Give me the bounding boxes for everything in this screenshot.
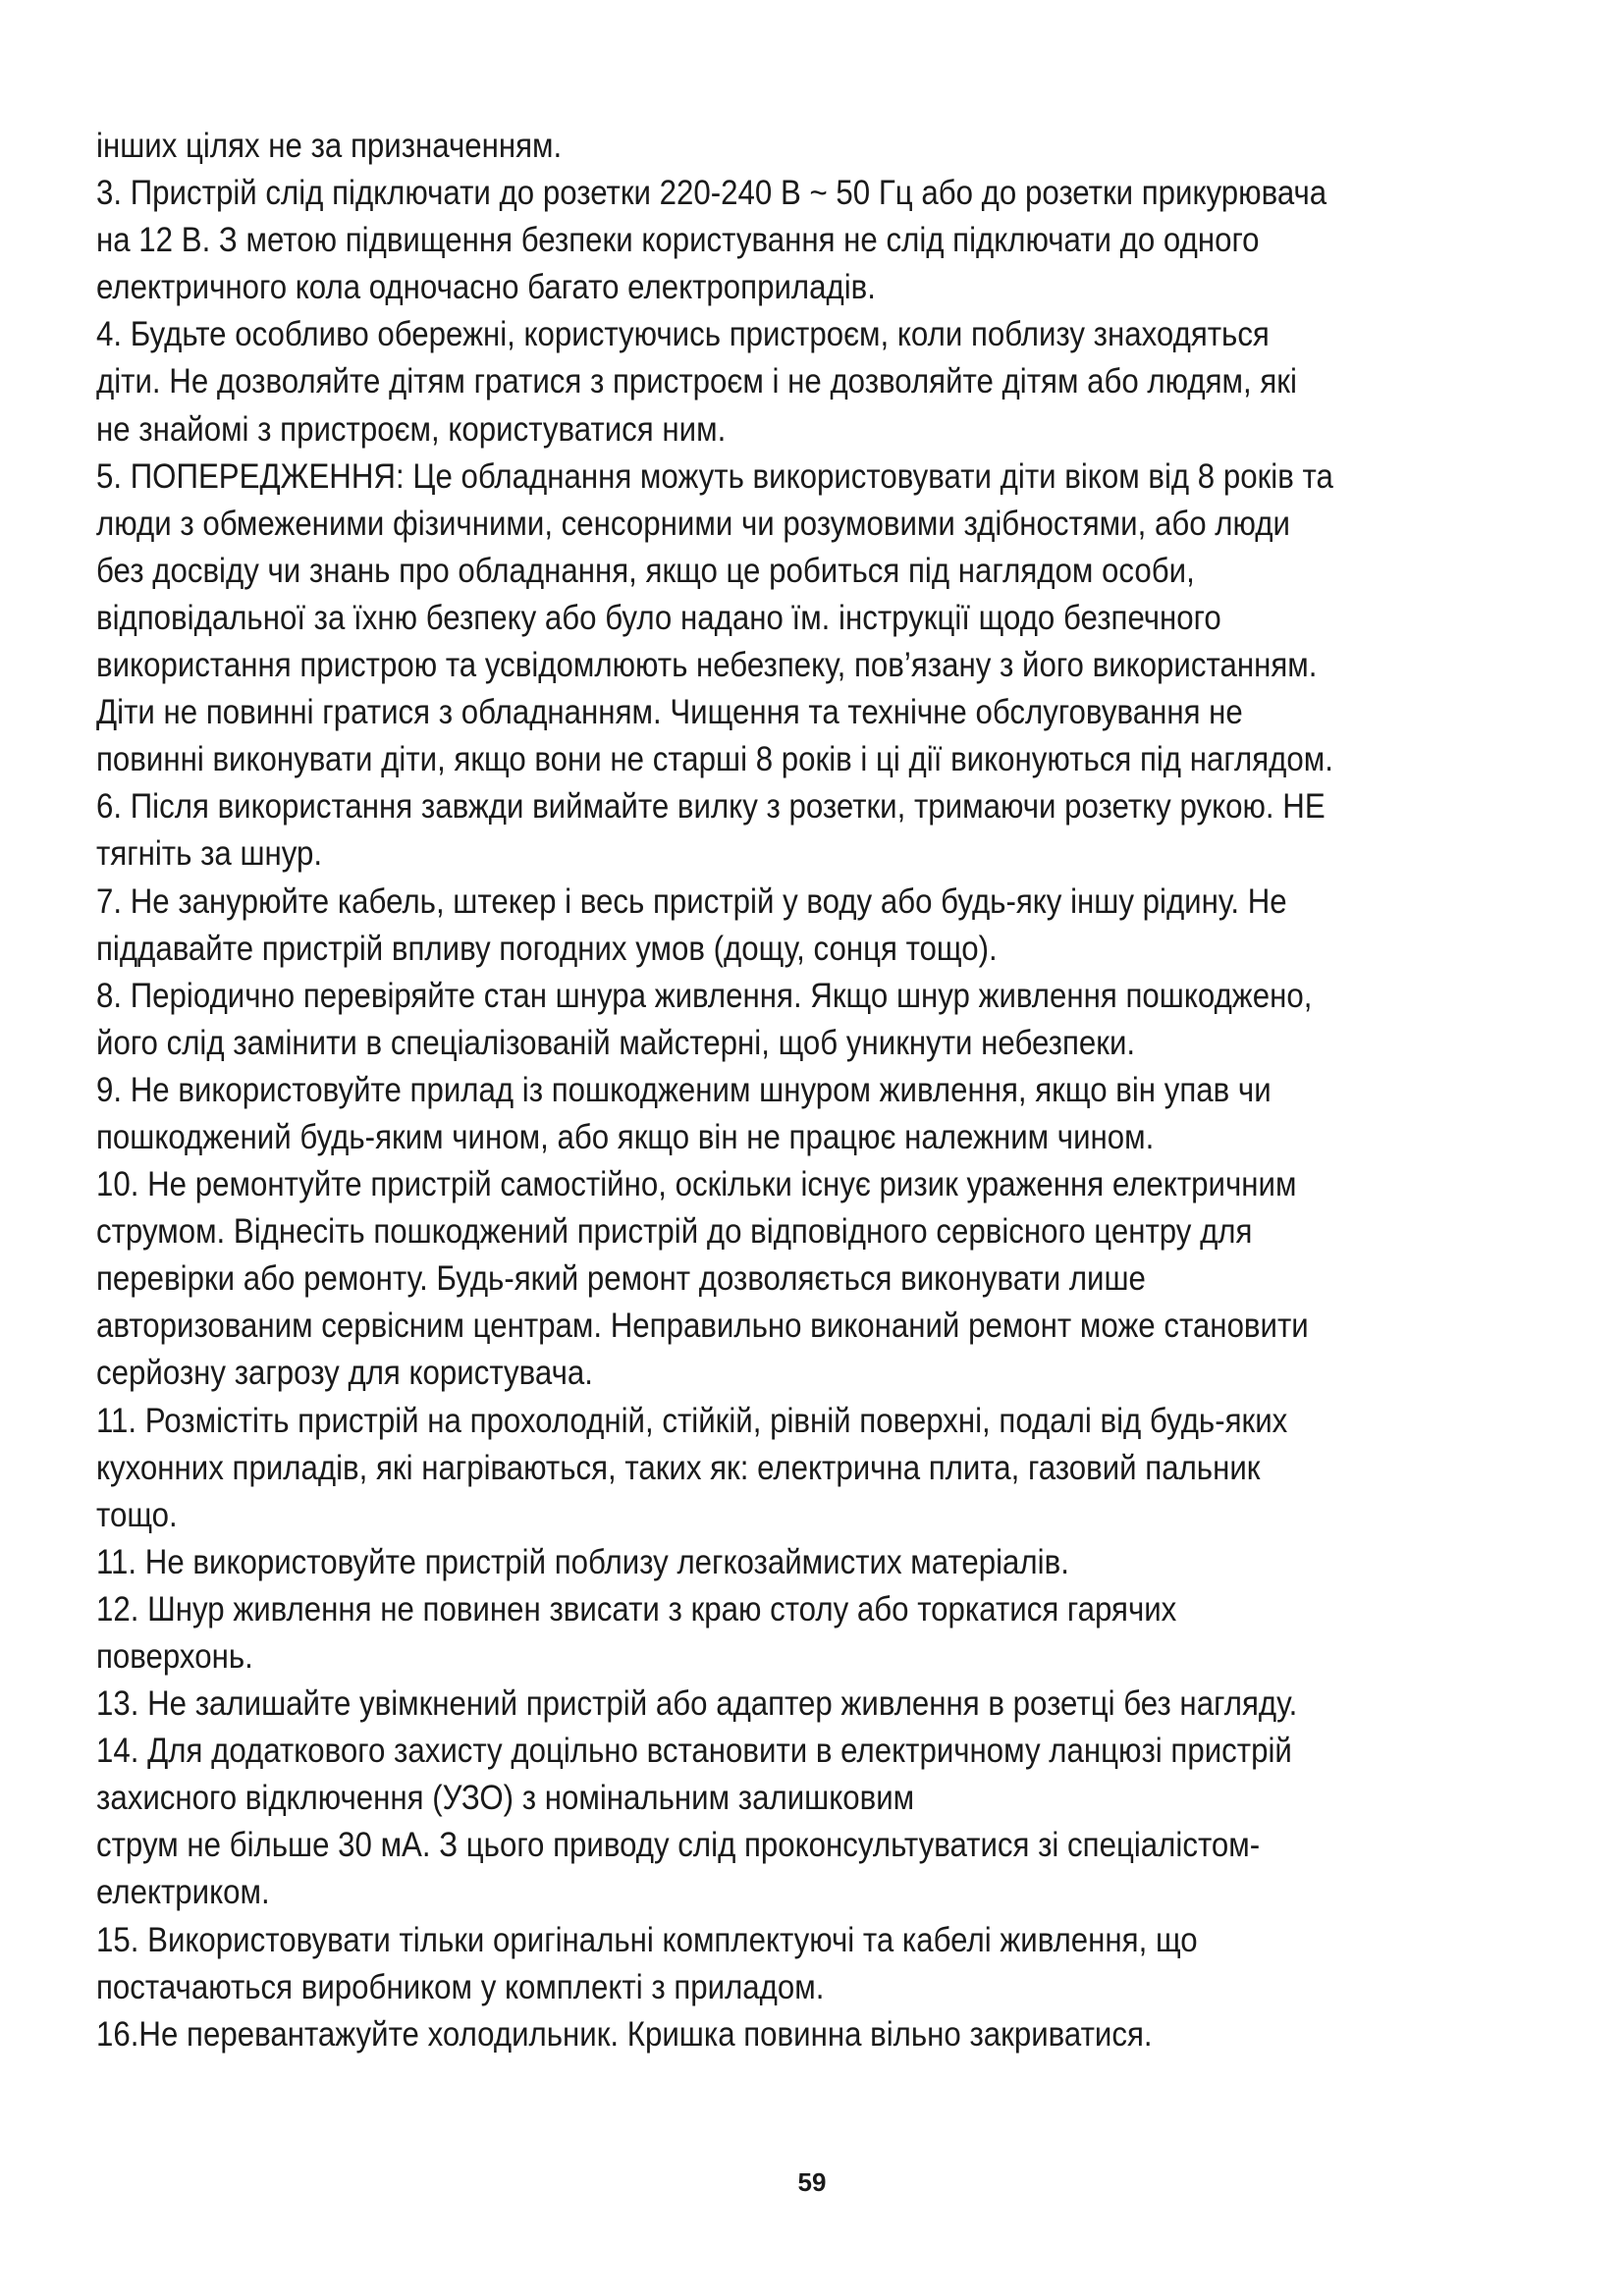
- text-line: без досвіду чи знань про обладнання, якщо це робиться під наглядом особи,: [96, 550, 1195, 590]
- text-line: використання пристрою та усвідомлюють небезпеку, пов’язану з його використанням.: [96, 645, 1318, 685]
- text-line: 7. Не занурюйте кабель, штекер і весь пристрій у воду або будь-яку іншу рідину. Не: [96, 881, 1287, 921]
- text-line: 9. Не використовуйте прилад із пошкодженим шнуром живлення, якщо він упав чи: [96, 1069, 1272, 1109]
- text-line: пошкоджений будь-яким чином, або якщо він не працює належним чином.: [96, 1116, 1155, 1156]
- text-line: струмом. Віднесіть пошкоджений пристрій до відповідного сервісного центру для: [96, 1211, 1253, 1252]
- text-line: захисного відключення (УЗО) з номінальним залишковим: [96, 1778, 915, 1818]
- text-line: піддавайте пристрій впливу погодних умов (дощу, сонця тощо).: [96, 928, 998, 968]
- text-line: 14. Для додаткового захисту доцільно встановити в електричному ланцюзі пристрій: [96, 1731, 1292, 1771]
- text-line: 11. Розмістіть пристрій на прохолодній, стійкій, рівній поверхні, подалі від будь-яких: [96, 1400, 1288, 1440]
- text-line: 10. Не ремонтуйте пристрій самостійно, оскільки існує ризик ураження електричним: [96, 1164, 1297, 1204]
- text-line: 4. Будьте особливо обережні, користуючись пристроєм, коли поблизу знаходяться: [96, 314, 1270, 354]
- text-line: перевірки або ремонту. Будь-який ремонт дозволяється виконувати лише: [96, 1258, 1146, 1299]
- page-number: 59: [797, 2167, 827, 2197]
- text-line: тощо.: [96, 1494, 178, 1534]
- paragraph: [96, 1727, 1549, 1915]
- document-body: [96, 122, 1549, 2057]
- paragraph: [96, 453, 1549, 783]
- text-line: відповідальної за їхню безпеку або було надано їм. інструкції щодо безпечного: [96, 597, 1221, 637]
- text-line: діти. Не дозволяйте дітям гратися з пристроєм і не дозволяйте дітям або людям, які: [96, 361, 1297, 401]
- text-line: Діти не повинні гратися з обладнанням. Чищення та технічне обслуговування не: [96, 692, 1243, 732]
- text-line: 11. Не використовуйте пристрій поблизу легкозаймистих матеріалів.: [96, 1541, 1069, 1581]
- text-line: 15. Використовувати тільки оригінальні комплектуючі та кабелі живлення, що: [96, 1919, 1198, 1959]
- text-line: повинні виконувати діти, якщо вони не старші 8 років і ці дії виконуються під наглядом.: [96, 739, 1333, 779]
- paragraph: [96, 878, 1549, 972]
- text-line: серйозну загрозу для користувача.: [96, 1353, 593, 1393]
- paragraph: [96, 782, 1549, 877]
- text-line: струм не більше 30 мА. З цього приводу слід проконсультуватися зі спеціалістом-: [96, 1825, 1261, 1865]
- text-line: постачаються виробником у комплекті з приладом.: [96, 1966, 825, 2006]
- text-line: авторизованим сервісним центрам. Неправильно виконаний ремонт може становити: [96, 1306, 1309, 1346]
- paragraph: [96, 972, 1549, 1066]
- text-line: на 12 В. З метою підвищення безпеки користування не слід підключати до одного: [96, 220, 1260, 260]
- paragraph: [96, 1066, 1549, 1160]
- text-line: тягніть за шнур.: [96, 833, 323, 874]
- paragraph: [96, 2010, 1549, 2057]
- text-line: 16.Не перевантажуйте холодильник. Кришка повинна вільно закриватися.: [96, 2013, 1153, 2054]
- text-line: інших цілях не за призначенням.: [96, 126, 563, 165]
- paragraph: [96, 1585, 1549, 1680]
- text-line: електричного кола одночасно багато електроприладів.: [96, 267, 876, 307]
- text-line: електриком.: [96, 1872, 270, 1912]
- text-line: 5. ПОПЕРЕДЖЕННЯ: Це обладнання можуть використовувати діти віком від 8 років та: [96, 455, 1333, 496]
- paragraph: [96, 1680, 1549, 1727]
- text-line: кухонних приладів, які нагріваються, таких як: електрична плита, газовий пальник: [96, 1447, 1261, 1487]
- text-line: поверхонь.: [96, 1636, 253, 1676]
- paragraph: [96, 169, 1549, 310]
- text-line: 12. Шнур живлення не повинен звисати з краю столу або торкатися гарячих: [96, 1588, 1177, 1629]
- text-line: 3. Пристрій слід підключати до розетки 220-240 В ~ 50 Гц або до розетки прикурювача: [96, 173, 1327, 213]
- text-line: не знайомі з пристроєм, користуватися ним.: [96, 408, 727, 449]
- paragraph: [96, 1160, 1549, 1396]
- text-line: люди з обмеженими фізичними, сенсорними чи розумовими здібностями, або люди: [96, 503, 1290, 543]
- text-line: 8. Періодично перевіряйте стан шнура живлення. Якщо шнур живлення пошкоджено,: [96, 975, 1313, 1015]
- text-line: 6. Після використання завжди виймайте вилку з розетки, тримаючи розетку рукою. НЕ: [96, 786, 1326, 827]
- text-line: його слід замінити в спеціалізованій майстерні, щоб уникнути небезпеки.: [96, 1022, 1136, 1062]
- paragraph: [96, 122, 1549, 169]
- paragraph: [96, 1538, 1549, 1585]
- paragraph: [96, 310, 1549, 452]
- text-line: 13. Не залишайте увімкнений пристрій або адаптер живлення в розетці без нагляду.: [96, 1683, 1298, 1724]
- paragraph: [96, 1916, 1549, 2010]
- paragraph: [96, 1397, 1549, 1538]
